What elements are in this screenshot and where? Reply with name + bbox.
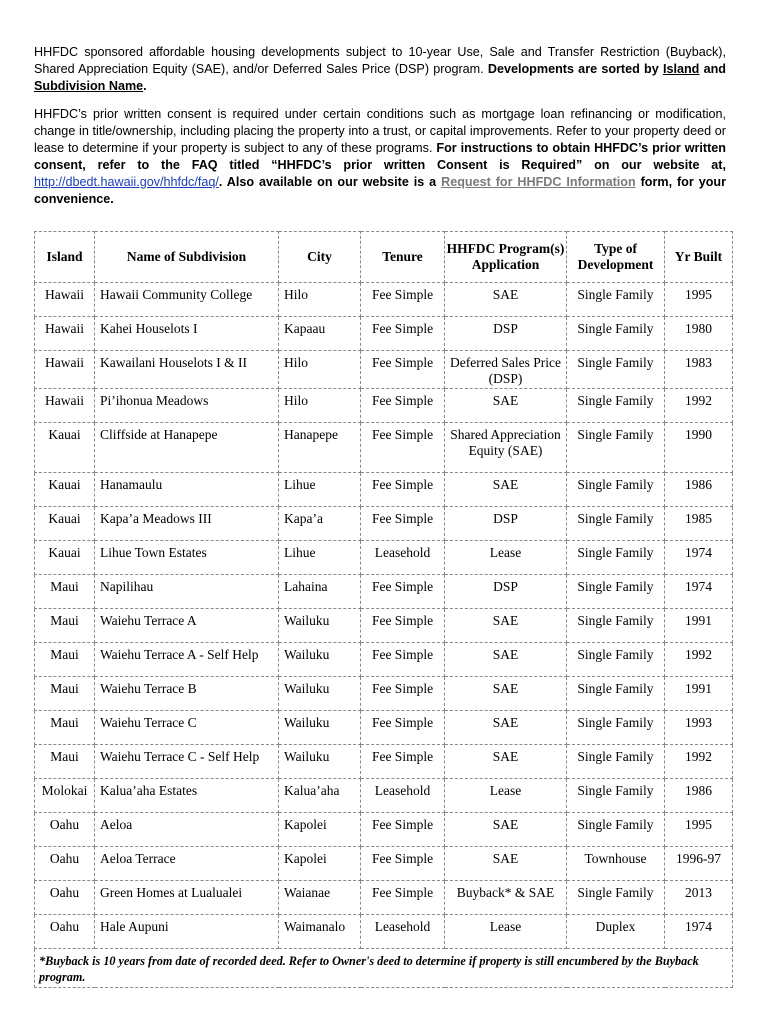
cell-city: Hanapepe — [279, 423, 361, 473]
table-row — [35, 351, 733, 389]
cell-tenure: Leasehold — [361, 779, 445, 813]
table-row — [35, 541, 733, 575]
cell-program: Deferred Sales Price (DSP) — [445, 351, 567, 389]
cell-city: Wailuku — [279, 609, 361, 643]
sort-note-text: Developments are sorted by — [487, 62, 663, 76]
cell-program: SAE — [445, 389, 567, 423]
intro-paragraph-1 — [34, 44, 726, 95]
cell-type: Single Family — [567, 541, 665, 575]
cell-island: Kauai — [35, 423, 95, 473]
cell-program: Buyback* & SAE — [445, 881, 567, 915]
cell-year: 1983 — [665, 351, 733, 389]
cell-island: Maui — [35, 575, 95, 609]
cell-tenure: Leasehold — [361, 915, 445, 949]
cell-program: SAE — [445, 609, 567, 643]
cell-name: Waiehu Terrace C - Self Help — [95, 745, 279, 779]
table-row — [35, 745, 733, 779]
faq-link[interactable]: http://dbedt.hawaii.gov/hhfdc/faq/ — [34, 175, 219, 189]
cell-city: Kapaau — [279, 317, 361, 351]
cell-name: Hanamaulu — [95, 473, 279, 507]
cell-city: Kapa’a — [279, 507, 361, 541]
cell-tenure: Fee Simple — [361, 677, 445, 711]
table-row — [35, 677, 733, 711]
cell-island: Kauai — [35, 541, 95, 575]
cell-island: Kauai — [35, 473, 95, 507]
cell-type: Single Family — [567, 881, 665, 915]
cell-city: Hilo — [279, 283, 361, 317]
cell-year: 1986 — [665, 779, 733, 813]
cell-year: 1992 — [665, 643, 733, 677]
table-row — [35, 317, 733, 351]
cell-name: Hawaii Community College — [95, 283, 279, 317]
cell-city: Kapolei — [279, 813, 361, 847]
cell-tenure: Fee Simple — [361, 711, 445, 745]
developments-table — [34, 231, 733, 988]
cell-type: Single Family — [567, 507, 665, 541]
cell-island: Oahu — [35, 881, 95, 915]
cell-year: 1985 — [665, 507, 733, 541]
cell-program: Lease — [445, 541, 567, 575]
table-row — [35, 779, 733, 813]
cell-type: Single Family — [567, 609, 665, 643]
cell-city: Waimanalo — [279, 915, 361, 949]
cell-year: 1980 — [665, 317, 733, 351]
cell-tenure: Leasehold — [361, 541, 445, 575]
footnote-row — [35, 949, 733, 988]
cell-island: Kauai — [35, 507, 95, 541]
cell-year: 1991 — [665, 609, 733, 643]
cell-type: Single Family — [567, 351, 665, 389]
cell-tenure: Fee Simple — [361, 507, 445, 541]
cell-tenure: Fee Simple — [361, 643, 445, 677]
cell-island: Hawaii — [35, 351, 95, 389]
cell-city: Kapolei — [279, 847, 361, 881]
cell-type: Single Family — [567, 643, 665, 677]
cell-island: Hawaii — [35, 283, 95, 317]
cell-tenure: Fee Simple — [361, 317, 445, 351]
cell-year: 1990 — [665, 423, 733, 473]
table-body — [35, 283, 733, 949]
cell-program: Shared Appreciation Equity (SAE) — [445, 423, 567, 473]
cell-type: Single Family — [567, 575, 665, 609]
cell-city: Hilo — [279, 351, 361, 389]
cell-island: Maui — [35, 643, 95, 677]
cell-city: Wailuku — [279, 745, 361, 779]
cell-name: Waiehu Terrace B — [95, 677, 279, 711]
cell-type: Single Family — [567, 317, 665, 351]
cell-type: Single Family — [567, 677, 665, 711]
cell-name: Napilihau — [95, 575, 279, 609]
cell-type: Duplex — [567, 915, 665, 949]
cell-type: Single Family — [567, 423, 665, 473]
cell-city: Wailuku — [279, 643, 361, 677]
cell-type: Single Family — [567, 813, 665, 847]
table-row — [35, 423, 733, 473]
header-type: Type of Development — [567, 232, 665, 283]
header-name: Name of Subdivision — [95, 232, 279, 283]
cell-name: Kalua’aha Estates — [95, 779, 279, 813]
table-row — [35, 389, 733, 423]
intro-p2-text: HHFDC’s prior written consent is required under certain conditions such as mortgage loan refinancing or modification, change in title/ownership, including placing the property into a trust, or capital improvements. Refer to your property deed or lease to determine if your property is subject to any of these programs. — [34, 107, 726, 155]
cell-name: Waiehu Terrace A - Self Help — [95, 643, 279, 677]
consent-instructions: For instructions to obtain HHFDC’s prior written consent, refer to the FAQ titled “HHFDC’s prior written Consent is Required” on our website at, — [34, 141, 726, 172]
table-row — [35, 643, 733, 677]
cell-name: Waiehu Terrace A — [95, 609, 279, 643]
header-island: Island — [35, 232, 95, 283]
cell-program: SAE — [445, 677, 567, 711]
table-row — [35, 915, 733, 949]
cell-name: Pi’ihonua Meadows — [95, 389, 279, 423]
cell-name: Aeloa — [95, 813, 279, 847]
cell-program: SAE — [445, 643, 567, 677]
sort-subdivision: Subdivision Name — [34, 79, 144, 93]
cell-year: 1986 — [665, 473, 733, 507]
cell-city: Lahaina — [279, 575, 361, 609]
cell-island: Oahu — [35, 915, 95, 949]
header-tenure: Tenure — [361, 232, 445, 283]
cell-name: Waiehu Terrace C — [95, 711, 279, 745]
sort-and: and — [699, 62, 726, 76]
cell-year: 1996-97 — [665, 847, 733, 881]
cell-tenure: Fee Simple — [361, 389, 445, 423]
intro-text — [34, 44, 726, 219]
cell-name: Kapa’a Meadows III — [95, 507, 279, 541]
cell-name: Kawailani Houselots I & II — [95, 351, 279, 389]
cell-island: Hawaii — [35, 389, 95, 423]
intro-paragraph-2 — [34, 106, 726, 208]
cell-island: Hawaii — [35, 317, 95, 351]
cell-name: Lihue Town Estates — [95, 541, 279, 575]
request-info-link[interactable]: Request for HHFDC Information — [441, 175, 636, 189]
cell-tenure: Fee Simple — [361, 609, 445, 643]
cell-year: 1974 — [665, 575, 733, 609]
cell-program: SAE — [445, 283, 567, 317]
cell-type: Single Family — [567, 283, 665, 317]
cell-year: 1991 — [665, 677, 733, 711]
cell-tenure: Fee Simple — [361, 473, 445, 507]
header-city: City — [279, 232, 361, 283]
cell-type: Single Family — [567, 711, 665, 745]
cell-program: SAE — [445, 847, 567, 881]
table-row — [35, 813, 733, 847]
cell-program: Lease — [445, 915, 567, 949]
cell-year: 1993 — [665, 711, 733, 745]
header-program: HHFDC Program(s) Application — [445, 232, 567, 283]
sort-end: . — [143, 79, 147, 93]
intro-p1-text: HHFDC sponsored affordable housing developments subject to 10-year Use, Sale and Transfer Restriction (Buyback), Shared Appreciation Equity (SAE), and/or Deferred Sales Price (DSP) program. — [34, 45, 726, 76]
cell-year: 1992 — [665, 745, 733, 779]
table-row — [35, 283, 733, 317]
cell-tenure: Fee Simple — [361, 283, 445, 317]
cell-tenure: Fee Simple — [361, 745, 445, 779]
cell-tenure: Fee Simple — [361, 575, 445, 609]
cell-program: SAE — [445, 745, 567, 779]
cell-city: Kalua’aha — [279, 779, 361, 813]
cell-program: Lease — [445, 779, 567, 813]
cell-island: Maui — [35, 677, 95, 711]
cell-type: Townhouse — [567, 847, 665, 881]
sort-island: Island — [662, 62, 700, 76]
cell-tenure: Fee Simple — [361, 881, 445, 915]
cell-name: Green Homes at Lualualei — [95, 881, 279, 915]
cell-year: 1995 — [665, 283, 733, 317]
cell-tenure: Fee Simple — [361, 423, 445, 473]
table-row — [35, 575, 733, 609]
table-row — [35, 507, 733, 541]
cell-island: Molokai — [35, 779, 95, 813]
cell-city: Wailuku — [279, 711, 361, 745]
cell-year: 1974 — [665, 541, 733, 575]
cell-city: Hilo — [279, 389, 361, 423]
cell-year: 1995 — [665, 813, 733, 847]
table-row — [35, 711, 733, 745]
cell-tenure: Fee Simple — [361, 813, 445, 847]
cell-type: Single Family — [567, 389, 665, 423]
cell-type: Single Family — [567, 745, 665, 779]
cell-city: Waianae — [279, 881, 361, 915]
table-row — [35, 847, 733, 881]
cell-tenure: Fee Simple — [361, 847, 445, 881]
table-header-row — [35, 232, 733, 283]
also-available-text: . Also available on our website is a — [218, 175, 442, 189]
cell-city: Lihue — [279, 473, 361, 507]
cell-island: Maui — [35, 745, 95, 779]
cell-name: Cliffside at Hanapepe — [95, 423, 279, 473]
cell-program: SAE — [445, 473, 567, 507]
table-row — [35, 881, 733, 915]
cell-name: Hale Aupuni — [95, 915, 279, 949]
table-row — [35, 609, 733, 643]
cell-city: Wailuku — [279, 677, 361, 711]
buyback-footnote: *Buyback is 10 years from date of recorded deed. Refer to Owner's deed to determine if property is still encumbered by the Buyback program. — [35, 949, 733, 988]
cell-name: Aeloa Terrace — [95, 847, 279, 881]
cell-program: DSP — [445, 507, 567, 541]
cell-program: SAE — [445, 711, 567, 745]
cell-island: Oahu — [35, 847, 95, 881]
cell-island: Maui — [35, 609, 95, 643]
convenience-text: form, for your convenience. — [34, 175, 726, 206]
cell-program: DSP — [445, 317, 567, 351]
cell-program: DSP — [445, 575, 567, 609]
cell-type: Single Family — [567, 779, 665, 813]
cell-city: Lihue — [279, 541, 361, 575]
cell-tenure: Fee Simple — [361, 351, 445, 389]
cell-year: 1992 — [665, 389, 733, 423]
cell-name: Kahei Houselots I — [95, 317, 279, 351]
cell-island: Maui — [35, 711, 95, 745]
cell-year: 2013 — [665, 881, 733, 915]
table-row — [35, 473, 733, 507]
cell-program: SAE — [445, 813, 567, 847]
cell-year: 1974 — [665, 915, 733, 949]
cell-type: Single Family — [567, 473, 665, 507]
cell-island: Oahu — [35, 813, 95, 847]
header-year: Yr Built — [665, 232, 733, 283]
